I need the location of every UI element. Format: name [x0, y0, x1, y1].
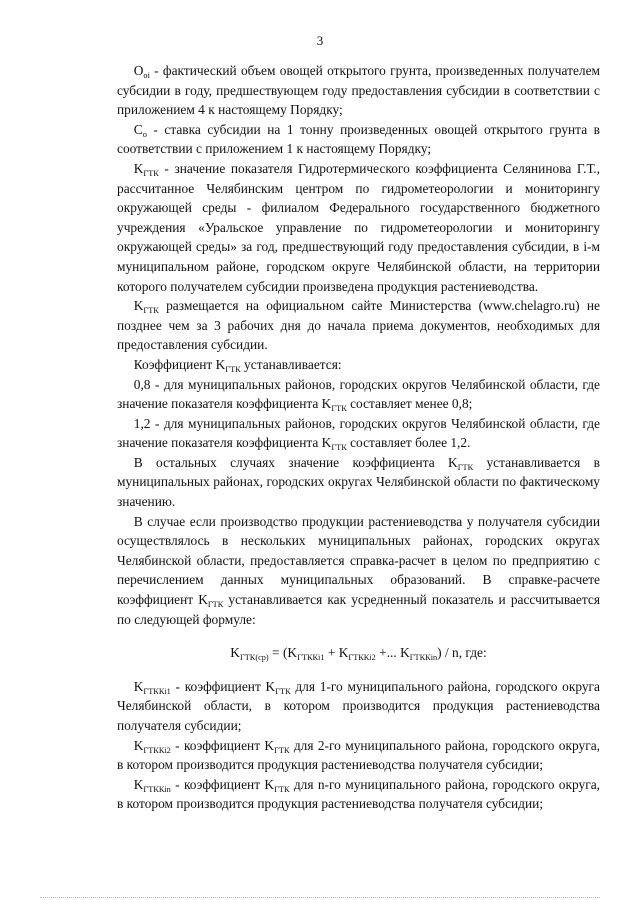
paragraph-coefficient-set: Коэффициент $K_{ГТК}$ устанавливается: [133, 356, 342, 374]
definition-kgtkkin: $K_{ГТККin}$ - коэффициент $K_{ГТК}$ для n-го муниципального района, городского округа, в котором производится продукция растениеводства получателя субсидии; [117, 776, 600, 812]
formula-kgtk-average: $K_{ГТК(ср)} = (K_{ГТККi1} + K_{ГТККi2}$ +... $K_{ГТККin}$) / n, где: [230, 645, 487, 663]
paragraph-kgtk-publication: $K_{ГТК}$ размещается на официальном сайте Министерства (www.chelagro.ru) не позднее чем за 3 рабочих дня до начала приема документов, необходимых для предоставления субсидии. [117, 298, 600, 353]
paragraph-rule-12: 1,2 - для муниципальных районов, городских округов Челябинской области, где значение показателя коэффициента $K_{ГТК}$ составляет более 1,2. [117, 415, 600, 453]
paragraph-other-cases: В остальных случаях значение коэффициента $K_{ГТК}$ устанавливается в муниципальных районах, городских округах Челябинской области по фактическому значению. [117, 454, 600, 510]
page-number: 3 [316, 33, 324, 48]
paragraph-rule-08: 0,8 - для муниципальных районов, городских округов Челябинской области, где значение показателя коэффициента $K_{ГТК}$ составляет менее 0,8; [117, 376, 600, 413]
footer-divider [40, 897, 600, 900]
definition-kgtkki1: $K_{ГТККi1}$ - коэффициент $K_{ГТК}$ для 1-го муниципального района, городского округа Челябинской области, в котором производится продукция растениеводства получателя субсидии; [117, 678, 600, 733]
definition-kgtkki2: $K_{ГТККi2}$ - коэффициент $K_{ГТК}$ для 2-го муниципального района, городского округа, в котором производится продукция растениеводства получателя субсидии; [117, 737, 600, 773]
paragraph-multiple-districts: В случае если производство продукции растениеводства у получателя субсидии осуществлялось в нескольких муниципальных районах, городских округах Челябинской области, предоставляется справка-расчет в целом по предприятию с перечислением данных муниципальных образований. В справке-расчете коэффициент $K_{ГТК}$ устанавливается как усредненный показатель и рассчитывается по следующей формуле: [117, 513, 600, 627]
paragraph-kgtk-definition: $K_{ГТК}$ - значение показателя Гидротермического коэффициента Селянинова Г.Т., рассчитанное Челябинским центром по гидрометеорологии и мониторингу окружающей среды - филиалом Федерального государственного бюджетного учреждения «Уральское управление по гидрометеорологии и мониторингу окружающей среды» за год, предшествующий году предоставления субсидии, в i-м муниципальном районе, городском округе Челябинской области, на территории которого получателем субсидии произведена продукция растениеводства. [117, 160, 600, 294]
paragraph-co: $C_o$ - ставка субсидии на 1 тонну произведенных овощей открытого грунта в соответствии с приложением 1 к настоящему Порядку; [117, 121, 600, 157]
document-body [117, 61, 600, 814]
paragraph-oi: $O_{oi}$ - фактический объем овощей открытого грунта, произведенных получателем субсидии в году, предшествующем году предоставления субсидии в соответствии с приложением 4 к настоящему Порядку; [117, 63, 600, 118]
spacer [117, 663, 600, 677]
spacer [117, 629, 600, 643]
